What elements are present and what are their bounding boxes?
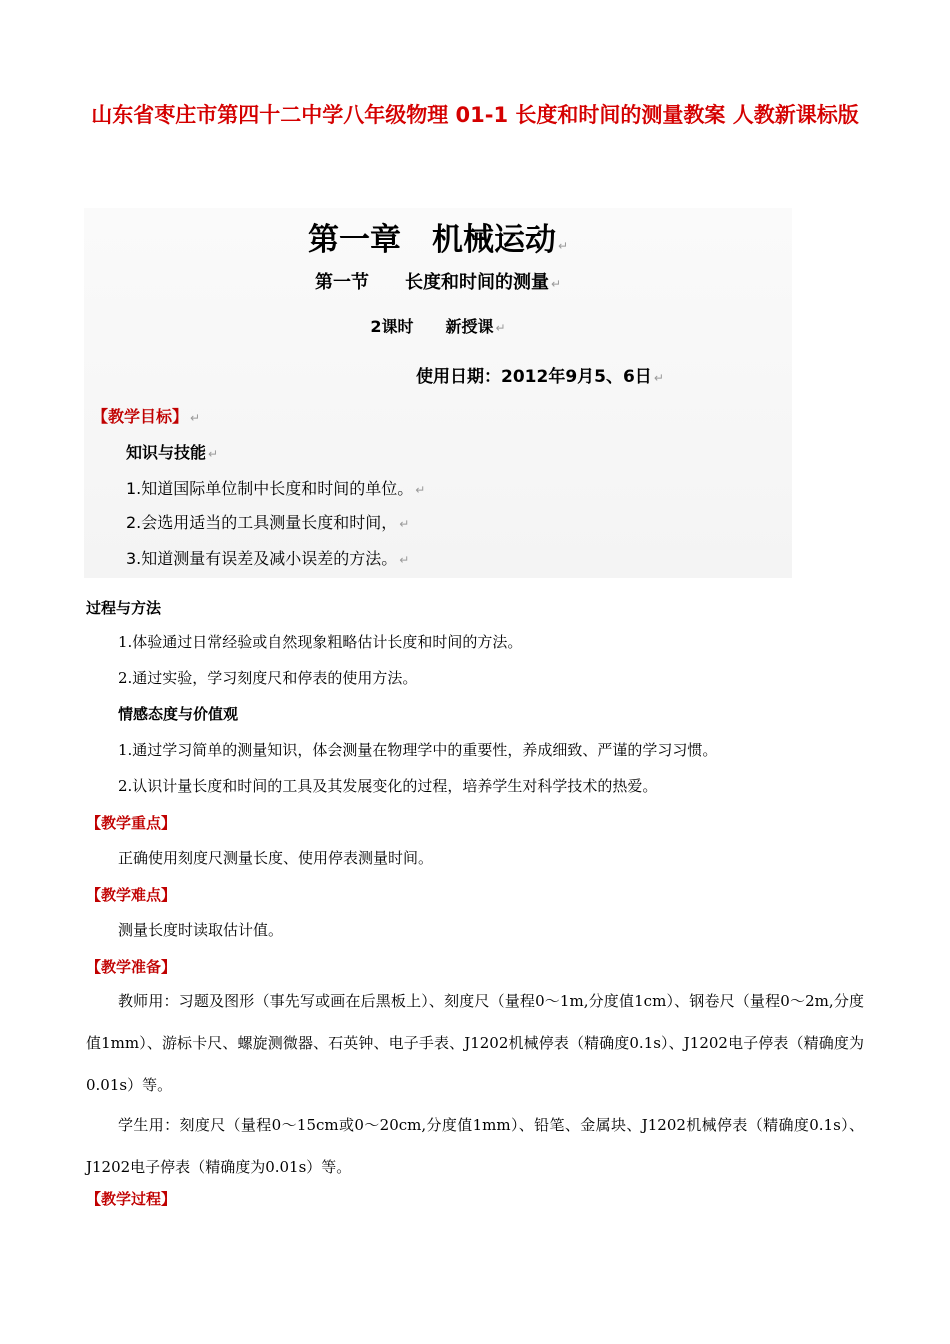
knowledge-item: 3.知道测量有误差及减小误差的方法。 ↵	[126, 549, 410, 568]
student-materials: 学生用：刻度尺（量程0～15cm或0～20cm,分度值1mm）、铅笔、金属块、J1202机械停表（精确度0.1s）、J1202电子停表（精确度为0.01s）等。	[86, 1116, 864, 1176]
usage-date: 使用日期：2012年9月5、6日 ↵	[416, 367, 664, 387]
difficulty-text: 测量长度时读取估计值。	[118, 921, 284, 939]
teaching-goal-heading: 【教学目标】 ↵	[92, 407, 201, 426]
process-item: 2.通过实验，学习刻度尺和停表的使用方法。	[118, 669, 418, 687]
lesson-period: 2课时 新授课 ↵	[370, 317, 506, 336]
knowledge-skills-heading: 知识与技能 ↵	[126, 443, 219, 462]
key-point-heading: 【教学重点】	[86, 814, 177, 832]
emotion-item: 2.认识计量长度和时间的工具及其发展变化的过程，培养学生对科学技术的热爱。	[118, 777, 658, 795]
embedded-image	[84, 208, 792, 578]
chapter-title: 第一章 机械运动 ↵	[307, 222, 569, 258]
section-title: 第一节 长度和时间的测量 ↵	[314, 272, 562, 293]
teacher-materials: 教师用：习题及图形（事先写或画在后黑板上）、刻度尺（量程0～1m,分度值1cm）、钢卷尺（量程0～2m,分度值1mm）、游标卡尺、螺旋测微器、石英钟、电子手表、J1202机械停表（精确度0.1s）、J1202电子停表（精确度为0.01s）等。	[86, 992, 864, 1094]
preparation-heading: 【教学准备】	[86, 958, 177, 976]
process-item: 1.体验通过日常经验或自然现象粗略估计长度和时间的方法。	[118, 633, 523, 651]
process-heading: 过程与方法	[86, 599, 162, 617]
procedure-heading: 【教学过程】	[86, 1190, 177, 1208]
emotion-heading: 情感态度与价值观	[118, 705, 239, 723]
document-title: 山东省枣庄市第四十二中学八年级物理 01-1 长度和时间的测量教案 人教新课标版	[91, 103, 859, 127]
key-point-text: 正确使用刻度尺测量长度、使用停表测量时间。	[118, 849, 434, 867]
knowledge-item: 2.会选用适当的工具测量长度和时间， ↵	[126, 513, 410, 532]
emotion-item: 1.通过学习简单的测量知识，体会测量在物理学中的重要性，养成细致、严谨的学习习惯。	[118, 741, 718, 759]
difficulty-heading: 【教学难点】	[86, 886, 177, 904]
knowledge-item: 1.知道国际单位制中长度和时间的单位。 ↵	[126, 479, 426, 498]
